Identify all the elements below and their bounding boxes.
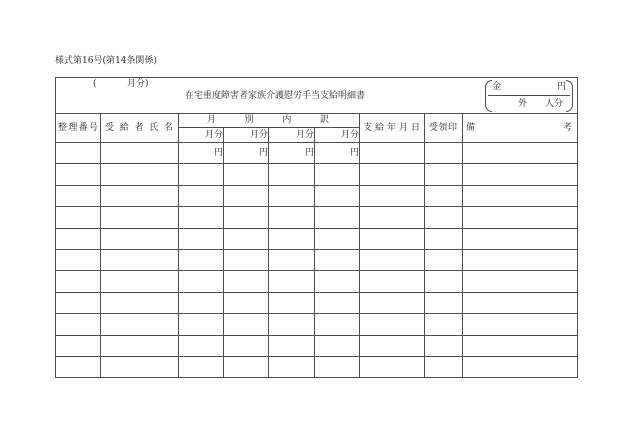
right-bracket bbox=[566, 80, 573, 112]
cell-reference-number bbox=[56, 228, 101, 249]
person-unit: 人分 bbox=[545, 99, 564, 109]
cell-month-1-amount bbox=[179, 335, 224, 356]
cell-month-1-amount bbox=[179, 249, 224, 270]
table-row bbox=[56, 185, 578, 206]
cell-month-1-amount: 円 bbox=[179, 143, 224, 164]
header-month-1: 月分 bbox=[179, 128, 224, 143]
cell-month-4-amount bbox=[315, 314, 360, 335]
cell-month-2-amount bbox=[224, 292, 269, 313]
cell-month-3-amount bbox=[269, 314, 315, 335]
cell-remarks bbox=[463, 164, 578, 185]
cell-remarks bbox=[463, 292, 578, 313]
title-cell bbox=[56, 78, 578, 114]
header-reference-number: 整理番号 bbox=[56, 114, 101, 143]
cell-month-3-amount bbox=[269, 228, 315, 249]
header-receipt-seal: 受領印 bbox=[425, 114, 463, 143]
header-payment-date: 支給年月日 bbox=[360, 114, 425, 143]
cell-month-4-amount: 円 bbox=[315, 143, 360, 164]
header-remarks: 備考 bbox=[463, 114, 578, 143]
cell-reference-number bbox=[56, 292, 101, 313]
cell-month-2-amount bbox=[224, 164, 269, 185]
cell-month-2-amount bbox=[224, 335, 269, 356]
cell-month-4-amount bbox=[315, 271, 360, 292]
cell-receipt-seal bbox=[425, 143, 463, 164]
extra-label: 外 bbox=[518, 99, 528, 109]
cell-payment-date bbox=[360, 314, 425, 335]
cell-recipient-name bbox=[101, 356, 179, 377]
cell-receipt-seal bbox=[425, 335, 463, 356]
cell-month-3-amount bbox=[269, 292, 315, 313]
cell-month-1-amount bbox=[179, 271, 224, 292]
cell-remarks bbox=[463, 185, 578, 206]
title-row bbox=[56, 78, 578, 114]
cell-month-3-amount bbox=[269, 207, 315, 228]
cell-remarks bbox=[463, 228, 578, 249]
cell-receipt-seal bbox=[425, 249, 463, 270]
cell-remarks bbox=[463, 271, 578, 292]
cell-recipient-name bbox=[101, 335, 179, 356]
table-row bbox=[56, 292, 578, 313]
cell-reference-number bbox=[56, 143, 101, 164]
cell-month-3-amount bbox=[269, 271, 315, 292]
cell-month-3-amount bbox=[269, 356, 315, 377]
cell-month-2-amount bbox=[224, 249, 269, 270]
cell-month-2-amount bbox=[224, 207, 269, 228]
cell-recipient-name bbox=[101, 228, 179, 249]
cell-month-2-amount bbox=[224, 228, 269, 249]
cell-receipt-seal bbox=[425, 314, 463, 335]
table-row bbox=[56, 143, 578, 164]
cell-payment-date bbox=[360, 164, 425, 185]
table-row bbox=[56, 356, 578, 377]
payment-detail-table bbox=[55, 77, 578, 378]
cell-month-3-amount bbox=[269, 164, 315, 185]
cell-reference-number bbox=[56, 335, 101, 356]
cell-receipt-seal bbox=[425, 207, 463, 228]
cell-month-1-amount bbox=[179, 314, 224, 335]
cell-recipient-name bbox=[101, 314, 179, 335]
cell-month-2-amount: 円 bbox=[224, 143, 269, 164]
cell-month-2-amount bbox=[224, 356, 269, 377]
cell-month-2-amount bbox=[224, 271, 269, 292]
cell-remarks bbox=[463, 207, 578, 228]
header-month-4: 月分 bbox=[315, 128, 360, 143]
cell-receipt-seal bbox=[425, 292, 463, 313]
cell-month-4-amount bbox=[315, 164, 360, 185]
cell-remarks bbox=[463, 356, 578, 377]
cell-receipt-seal bbox=[425, 185, 463, 206]
left-bracket bbox=[485, 80, 492, 112]
target-month-open-paren: ( bbox=[93, 79, 97, 89]
header-month-2: 月分 bbox=[224, 128, 269, 143]
cell-recipient-name bbox=[101, 143, 179, 164]
cell-month-3-amount: 円 bbox=[269, 143, 315, 164]
cell-reference-number bbox=[56, 271, 101, 292]
amount-label: 金 bbox=[492, 82, 502, 92]
table-row bbox=[56, 207, 578, 228]
cell-month-4-amount bbox=[315, 292, 360, 313]
table-row bbox=[56, 164, 578, 185]
cell-month-1-amount bbox=[179, 228, 224, 249]
cell-month-1-amount bbox=[179, 207, 224, 228]
cell-month-2-amount bbox=[224, 314, 269, 335]
cell-month-4-amount bbox=[315, 356, 360, 377]
cell-payment-date bbox=[360, 207, 425, 228]
column-header-row bbox=[56, 114, 578, 128]
cell-month-4-amount bbox=[315, 249, 360, 270]
table-row bbox=[56, 271, 578, 292]
cell-month-2-amount bbox=[224, 185, 269, 206]
cell-reference-number bbox=[56, 314, 101, 335]
cell-month-3-amount bbox=[269, 249, 315, 270]
cell-month-1-amount bbox=[179, 164, 224, 185]
summary-divider bbox=[488, 95, 570, 96]
table-row bbox=[56, 335, 578, 356]
table-row bbox=[56, 249, 578, 270]
header-recipient-name: 受給者氏名 bbox=[101, 114, 179, 143]
cell-payment-date bbox=[360, 143, 425, 164]
cell-reference-number bbox=[56, 164, 101, 185]
table-row bbox=[56, 228, 578, 249]
total-summary-box bbox=[485, 80, 573, 112]
cell-payment-date bbox=[360, 292, 425, 313]
cell-reference-number bbox=[56, 185, 101, 206]
header-monthly-breakdown: 月別内訳 bbox=[179, 114, 360, 128]
cell-recipient-name bbox=[101, 185, 179, 206]
cell-recipient-name bbox=[101, 207, 179, 228]
cell-receipt-seal bbox=[425, 356, 463, 377]
cell-recipient-name bbox=[101, 249, 179, 270]
cell-payment-date bbox=[360, 228, 425, 249]
cell-month-4-amount bbox=[315, 335, 360, 356]
cell-reference-number bbox=[56, 249, 101, 270]
cell-receipt-seal bbox=[425, 228, 463, 249]
cell-receipt-seal bbox=[425, 164, 463, 185]
amount-unit: 円 bbox=[557, 82, 567, 92]
cell-month-1-amount bbox=[179, 356, 224, 377]
form-number: 様式第16号(第14条関係) bbox=[55, 56, 157, 66]
cell-month-3-amount bbox=[269, 335, 315, 356]
cell-remarks bbox=[463, 143, 578, 164]
cell-remarks bbox=[463, 249, 578, 270]
cell-reference-number bbox=[56, 207, 101, 228]
cell-month-1-amount bbox=[179, 292, 224, 313]
cell-payment-date bbox=[360, 271, 425, 292]
cell-recipient-name bbox=[101, 271, 179, 292]
cell-receipt-seal bbox=[425, 271, 463, 292]
target-month-label: 月分) bbox=[127, 79, 149, 89]
cell-remarks bbox=[463, 335, 578, 356]
header-month-3: 月分 bbox=[269, 128, 315, 143]
cell-reference-number bbox=[56, 356, 101, 377]
cell-payment-date bbox=[360, 335, 425, 356]
cell-month-4-amount bbox=[315, 228, 360, 249]
cell-recipient-name bbox=[101, 164, 179, 185]
cell-month-3-amount bbox=[269, 185, 315, 206]
cell-remarks bbox=[463, 314, 578, 335]
table-row bbox=[56, 314, 578, 335]
cell-payment-date bbox=[360, 356, 425, 377]
cell-recipient-name bbox=[101, 292, 179, 313]
cell-payment-date bbox=[360, 185, 425, 206]
cell-month-1-amount bbox=[179, 185, 224, 206]
cell-month-4-amount bbox=[315, 185, 360, 206]
cell-month-4-amount bbox=[315, 207, 360, 228]
cell-payment-date bbox=[360, 249, 425, 270]
document-title: 在宅重度障害者家族介護慰労手当支給明細書 bbox=[185, 91, 366, 101]
